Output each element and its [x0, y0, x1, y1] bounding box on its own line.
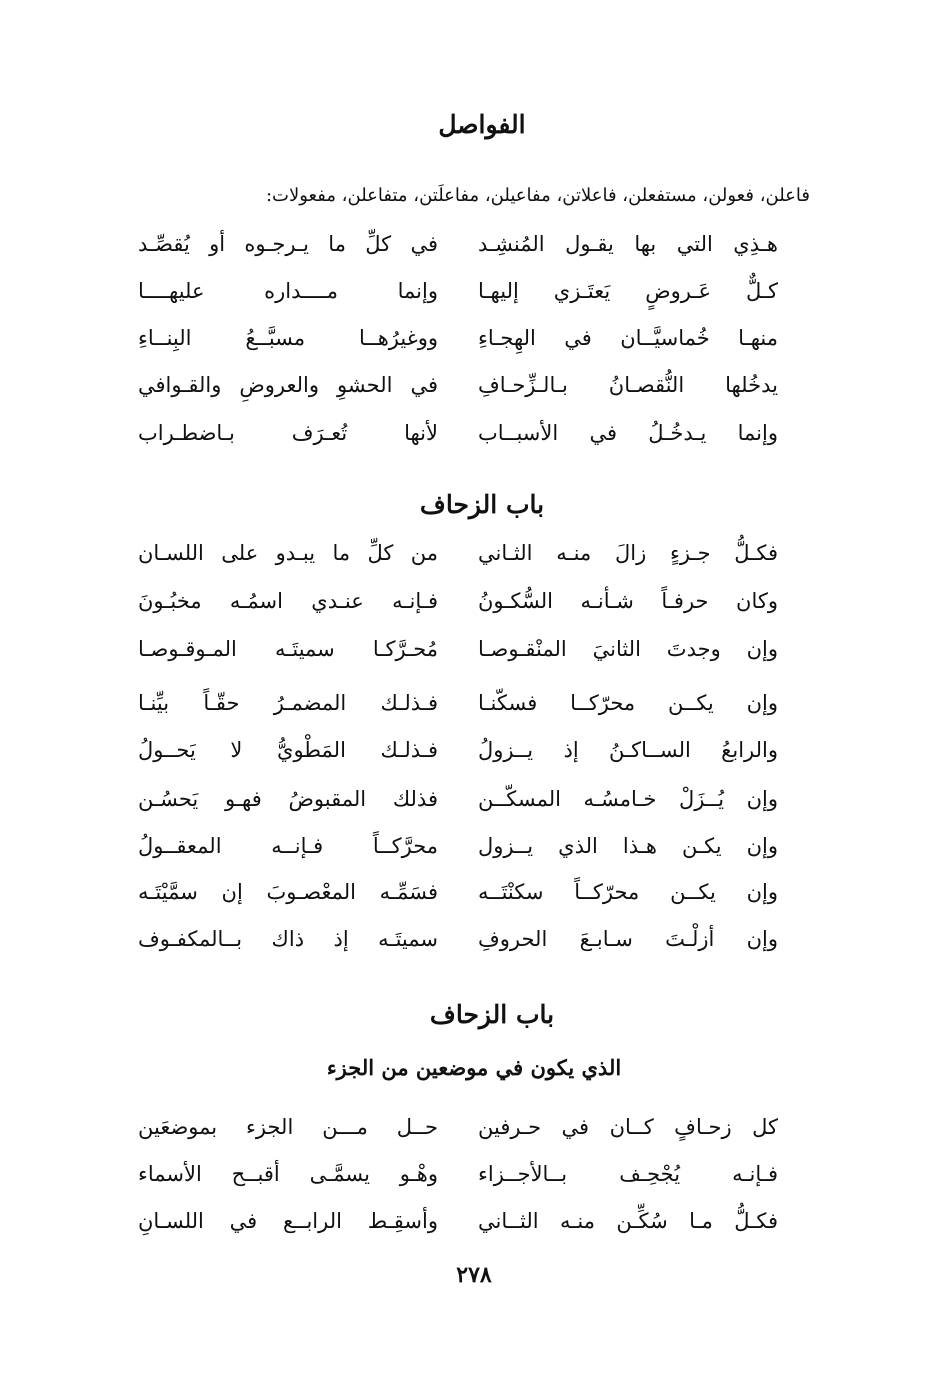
verse-first-hemistich: يدخُلها النُّقصـانُ بـالـزِّحـافِ — [478, 373, 778, 398]
verse-first-hemistich: وإن وجدتَ الثانيَ المنْقـوصـا — [478, 637, 778, 662]
verse-line — [138, 916, 778, 964]
verse-first-hemistich: فكـلُّ مـا سُكِّـن منـه الثــاني — [478, 1209, 778, 1234]
verse-second-hemistich: في كلِّ ما يـرجـوه أو يُقصِّـد — [138, 232, 438, 257]
section-title-zihaf: باب الزحاف — [419, 490, 545, 519]
verse-second-hemistich: وإنما مــــداره عليهــــا — [138, 279, 438, 304]
verse-first-hemistich: فـإنـه يُجْحِـف بــالأجــزاء — [478, 1162, 778, 1187]
verse-line — [138, 776, 778, 824]
verse-first-hemistich: وكان حرفـاً شـأنـه السُّكـونُ — [478, 589, 778, 614]
verse-second-hemistich: لأنها تُعـرَف بـاضطـراب — [138, 421, 438, 446]
verse-line — [138, 1151, 778, 1199]
verse-line — [138, 823, 778, 871]
verse-line — [138, 578, 778, 626]
verse-second-hemistich: في الحشوِ والعروضِ والقـوافي — [138, 373, 438, 398]
verse-line — [138, 626, 778, 674]
verse-line — [138, 410, 778, 458]
verse-first-hemistich: وإن يُــزَلْ خـامسُـه المسكّــن — [478, 787, 778, 812]
verse-first-hemistich: كـلٌّ عَـروضٍ يَعتَـزي إليهـا — [478, 279, 778, 304]
verse-second-hemistich: سميتَـه إذ ذاك بــالمكفـوف — [138, 927, 438, 952]
verse-second-hemistich: حــل مـــن الجزء بموضعَين — [138, 1115, 438, 1140]
verse-line — [138, 1104, 778, 1152]
verse-line — [138, 221, 778, 269]
verse-first-hemistich: والرابعُ الســاكـنُ إذ يــزولُ — [478, 738, 778, 763]
verse-second-hemistich: فسَمِّـه المعْصـوبَ إن سمَّيْتَـه — [138, 880, 438, 905]
verse-first-hemistich: وإن يكــن محرّكــا فسكّنـا — [478, 691, 778, 716]
verse-second-hemistich: وأسقِـط الرابــع في اللسـانِ — [138, 1209, 438, 1234]
page-number: ٢٧٨ — [456, 1262, 492, 1288]
verse-first-hemistich: فكـلُّ جـزءٍ زالَ منـه الثـاني — [478, 541, 778, 566]
verse-line — [138, 869, 778, 917]
verse-second-hemistich: فذلك المقبوضُ فهـو يَحسُـن — [138, 787, 438, 812]
verse-first-hemistich: هـذِي التي بها يقـول المُنشِـد — [478, 232, 778, 257]
verse-first-hemistich: وإن يكــن محرّكــاً سكنْتَــه — [478, 880, 778, 905]
verse-first-hemistich: كل زحـافٍ كــان في حـرفين — [478, 1115, 778, 1140]
verse-second-hemistich: وهْـو يسمَّـى أقبــح الأسماء — [138, 1162, 438, 1187]
verse-line — [138, 530, 778, 578]
verse-first-hemistich: وإنما يـدخُـلُ في الأسبــاب — [478, 421, 778, 446]
verse-line — [138, 315, 778, 363]
section-title-zihaf-2: باب الزحاف — [429, 1000, 555, 1029]
verse-second-hemistich: فـذلـك المَطْويُّ لا يَحــولُ — [138, 738, 438, 763]
verse-line — [138, 362, 778, 410]
verse-second-hemistich: فـذلـك المضمـرُ حقّـاً بيِّنـا — [138, 691, 438, 716]
verse-line — [138, 268, 778, 316]
verse-second-hemistich: محرَّكــاً فـإنــه المعقــولُ — [138, 834, 438, 859]
verse-first-hemistich: منهـا خُماسيَّــان في الهِجـاءِ — [478, 326, 778, 351]
verse-second-hemistich: من كلِّ ما يبـدو على اللسـان — [138, 541, 438, 566]
verse-second-hemistich: مُحـرَّكـا سميتَـه المـوقـوصـا — [138, 637, 438, 662]
tafeelat-list: فاعلن، فعولن، مستفعلن، فاعلاتن، مفاعيلن، مفاعلَتن، متفاعلن، مفعولات: — [265, 185, 810, 206]
verse-first-hemistich: وإن أزلْـتَ سـابـعَ الحروفِ — [478, 927, 778, 952]
verse-first-hemistich: وإن يكـن هـذا الذي يــزول — [478, 834, 778, 859]
verse-line — [138, 680, 778, 728]
verse-second-hemistich: ووغيرُهــا مسبَّــعُ البِنــاءِ — [138, 326, 438, 351]
verse-second-hemistich: فـإنـه عنـدي اسمُـه مخبُـونَ — [138, 589, 438, 614]
section-title-fawasil: الفواصل — [438, 110, 526, 139]
verse-line — [138, 727, 778, 775]
verse-line — [138, 1198, 778, 1246]
section-subtitle: الذي يكون في موضعين من الجزء — [326, 1055, 622, 1080]
